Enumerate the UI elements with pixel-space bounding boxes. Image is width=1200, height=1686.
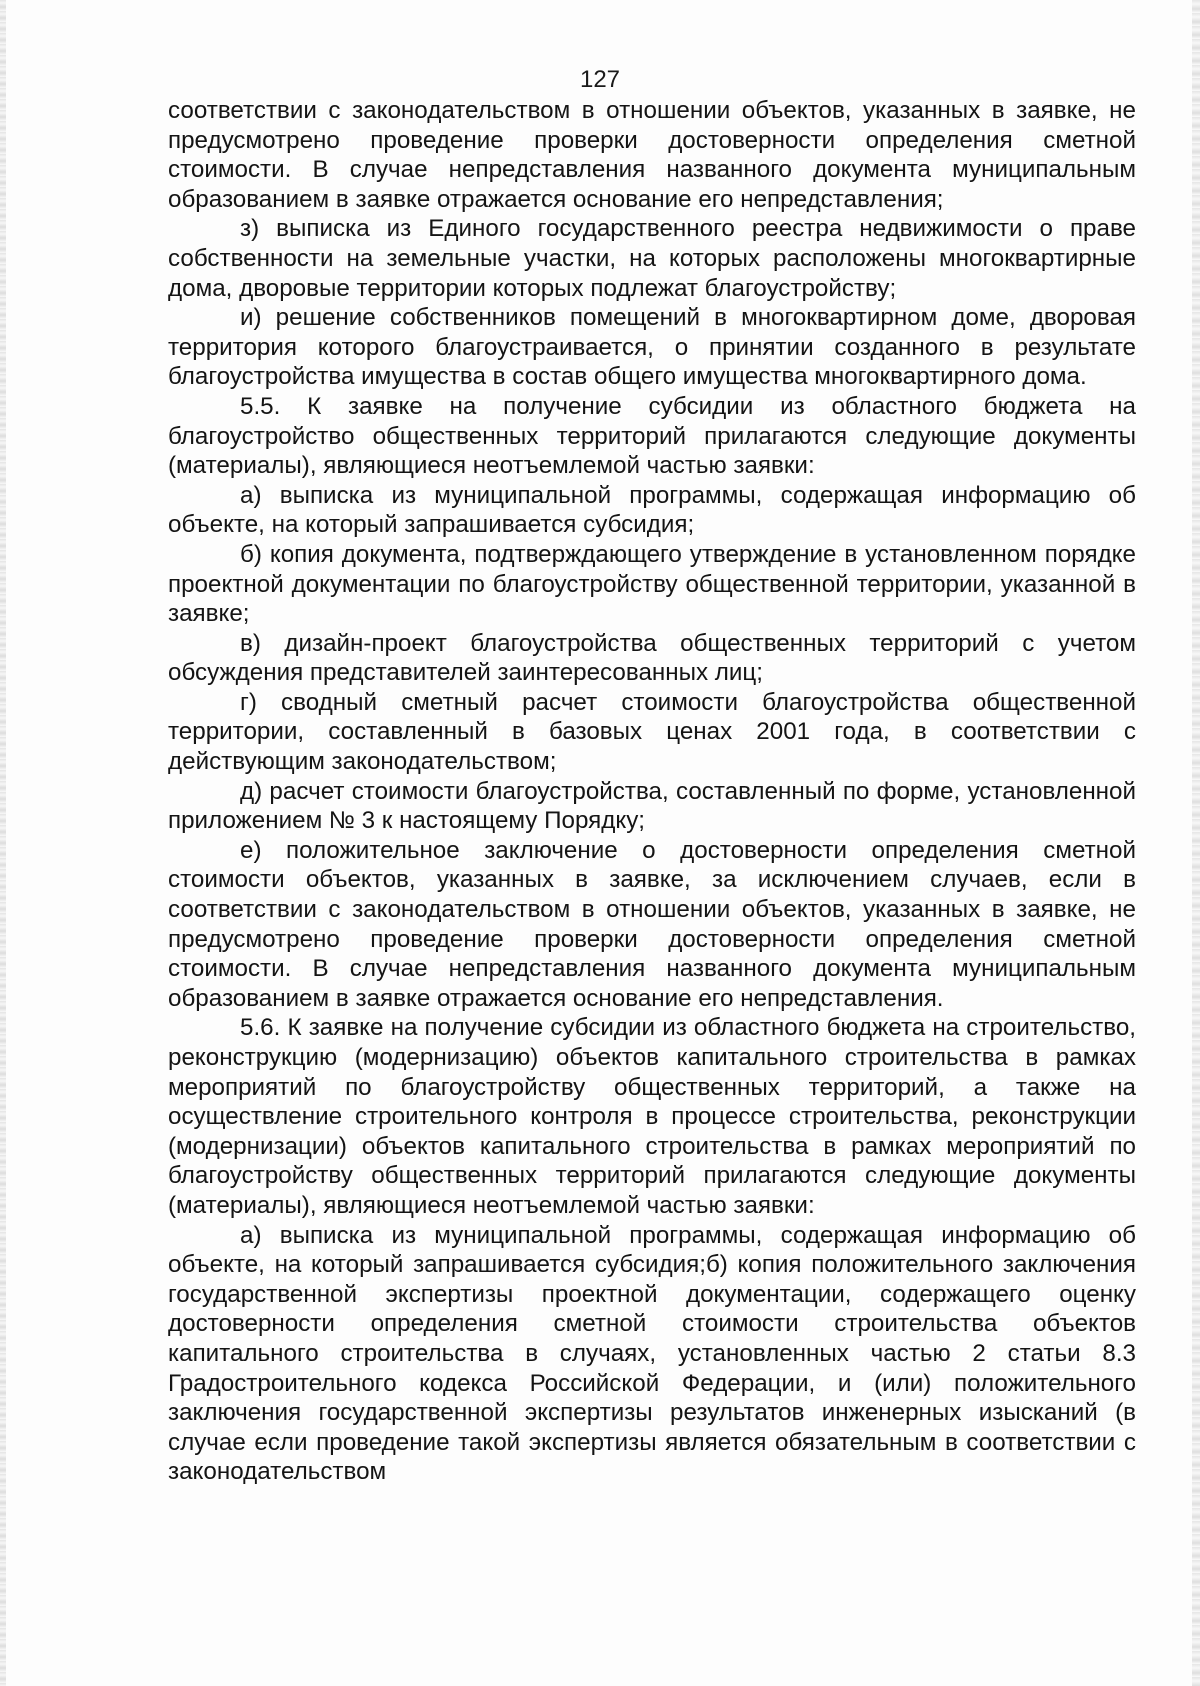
paragraph-item-a: а) выписка из муниципальной программы, содержащая информацию об объекте, на который запрашивается субсидия; [168, 481, 1136, 539]
paragraph-item-d: д) расчет стоимости благоустройства, составленный по форме, установленной приложением № 3 к настоящему Порядку; [168, 777, 1136, 835]
paragraph-item-e: е) положительное заключение о достоверности определения сметной стоимости объектов, указанных в заявке, за исключением случаев, если в соответствии с законодательством в отношении объектов, указанных в заявке, не предусмотрено проведение проверки достоверности определения сметной стоимости. В случае непредставления названного документа муниципальным образованием в заявке отражается основание его непредставления. [168, 836, 1136, 1012]
scan-edge-right [1192, 0, 1200, 1686]
paragraph-item-i: и) решение собственников помещений в многоквартирном доме, дворовая территория которого благоустраивается, о принятии созданного в результате благоустройства имущества в состав общего имущества многоквартирного дома. [168, 304, 1136, 391]
paragraph-continuation: соответствии с законодательством в отношении объектов, указанных в заявке, не предусмотрено проведение проверки достоверности определения сметной стоимости. В случае непредставления названного документа муниципальным образованием в заявке отражается основание его непредставления; [168, 97, 1136, 213]
page-number: 127 [579, 66, 621, 93]
document-body [168, 96, 1136, 1487]
paragraph-section-5-6: 5.6. К заявке на получение субсидии из областного бюджета на строительство, реконструкцию (модернизацию) объектов капитального строительства в рамках мероприятий по благоустройству общественных территорий, а также на осуществление строительного контроля в процессе строительства, реконструкции (модернизации) объектов капитального строительства в рамках мероприятий по благоустройству общественных территорий прилагаются следующие документы (материалы), являющиеся неотъемлемой частью заявки: [168, 1014, 1136, 1219]
scan-edge-left [0, 0, 6, 1686]
paragraph-item-b: б) копия документа, подтверждающего утверждение в установленном порядке проектной документации по благоустройству общественной территории, указанной в заявке; [168, 540, 1136, 628]
paragraph-item-z: з) выписка из Единого государственного реестра недвижимости о праве собственности на земельные участки, на которых расположены многоквартирные дома, дворовые территории которых подлежат благоустройству; [168, 215, 1136, 302]
paragraph-item-a-b: а) выписка из муниципальной программы, содержащая информацию об объекте, на который запрашивается субсидия;б) копия положительного заключения государственной экспертизы проектной документации, содержащего оценку достоверности определения сметной стоимости строительства объектов капитального строительства в случаях, установленных частью 2 статьи 8.3 Градостроительного кодекса Российской Федерации, и (или) положительного заключения государственной экспертизы результатов инженерных изысканий (в случае если проведение такой экспертизы является обязательным в соответствии с законодательством [168, 1221, 1136, 1486]
paragraph-section-5-5: 5.5. К заявке на получение субсидии из областного бюджета на благоустройство общественных территорий прилагаются следующие документы (материалы), являющиеся неотъемлемой частью заявки: [168, 392, 1136, 480]
paragraph-item-v: в) дизайн-проект благоустройства общественных территорий с учетом обсуждения представителей заинтересованных лиц; [168, 629, 1136, 687]
paragraph-item-g: г) сводный сметный расчет стоимости благоустройства общественной территории, составленный в базовых ценах 2001 года, в соответствии с действующим законодательством; [168, 688, 1136, 776]
